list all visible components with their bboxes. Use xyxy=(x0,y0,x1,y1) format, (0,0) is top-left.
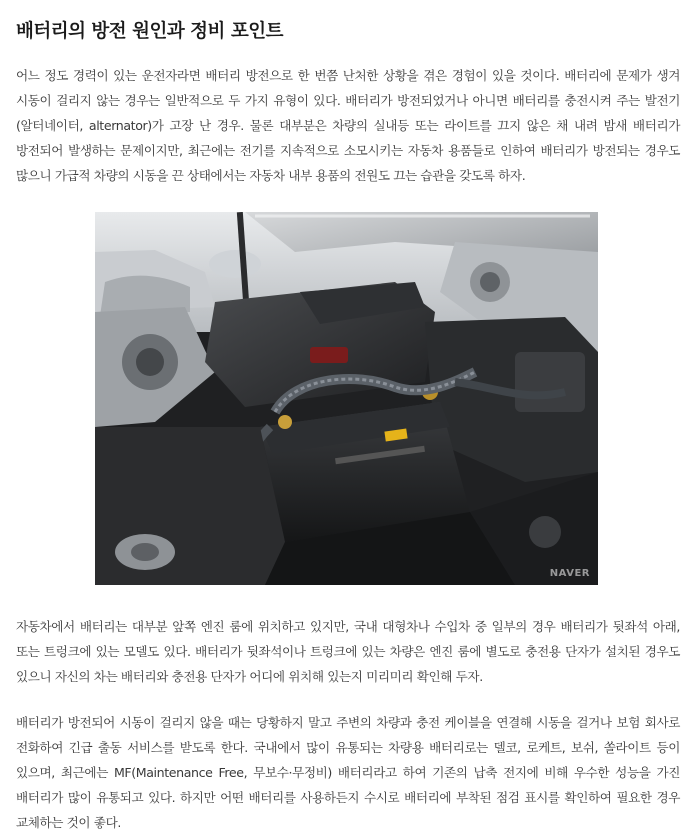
article-paragraph-3: 배터리가 방전되어 시동이 걸리지 않을 때는 당황하지 말고 주변의 차량과 충전 케이블을 연결해 시동을 걸거나 보험 회사로 전화하여 긴급 출동 서비스를 받도록 한다. 국내에서 많이 유통되는 차량용 배터리로는 델코, 로케트, 보쉬, 쏠라이트 등이 있으며, 최근에는 MF(Maintenance Free, 무보수·무정비) 배터리라고 하여 기존의 납축 전지에 비해 우수한 성능을 가진 배터리가 많이 유통되고 있다. 하지만 어떤 배터리를 사용하든지 수시로 배터리에 부착된 점검 표시를 확인하여 필요한 경우 교체하는 것이 좋다. xyxy=(16,715,680,829)
article-title: 배터리의 방전 원인과 정비 포인트 xyxy=(16,21,283,42)
photo-watermark: NAVER xyxy=(549,568,590,579)
battery-photo-illustration xyxy=(95,212,598,585)
engine-bay-battery-photo xyxy=(95,212,598,585)
article-paragraph-2: 자동차에서 배터리는 대부분 앞쪽 엔진 룸에 위치하고 있지만, 국내 대형차나 수입차 중 일부의 경우 배터리가 뒷좌석 아래, 또는 트렁크에 있는 모델도 있다. 배터리가 뒷좌석이나 트렁크에 있는 차량은 엔진 룸에 별도로 충전용 단자가 설치된 경우도 있으니 자신의 차는 배터리와 충전용 단자가 어디에 위치해 있는지 미리미리 확인해 두자. xyxy=(16,619,680,684)
article-paragraph-1: 어느 정도 경력이 있는 운전자라면 배터리 방전으로 한 번쯤 난처한 상황을 겪은 경험이 있을 것이다. 배터리에 문제가 생겨 시동이 걸리지 않는 경우는 일반적으로 두 가지 유형이 있다. 배터리가 방전되었거나 아니면 배터리를 충전시켜 주는 발전기(알터네이터, alternator)가 고장 난 경우. 물론 대부분은 차량의 실내등 또는 라이트를 끄지 않은 채 내려 밤새 배터리가 방전되어 발생하는 문제이지만, 최근에는 전기를 지속적으로 소모시키는 자동차 용품들로 인하여 배터리가 방전되는 경우도 많으니 가급적 차량의 시동을 끈 상태에서는 자동차 내부 용품의 전원도 끄는 습관을 갖도록 하자. xyxy=(16,68,680,183)
